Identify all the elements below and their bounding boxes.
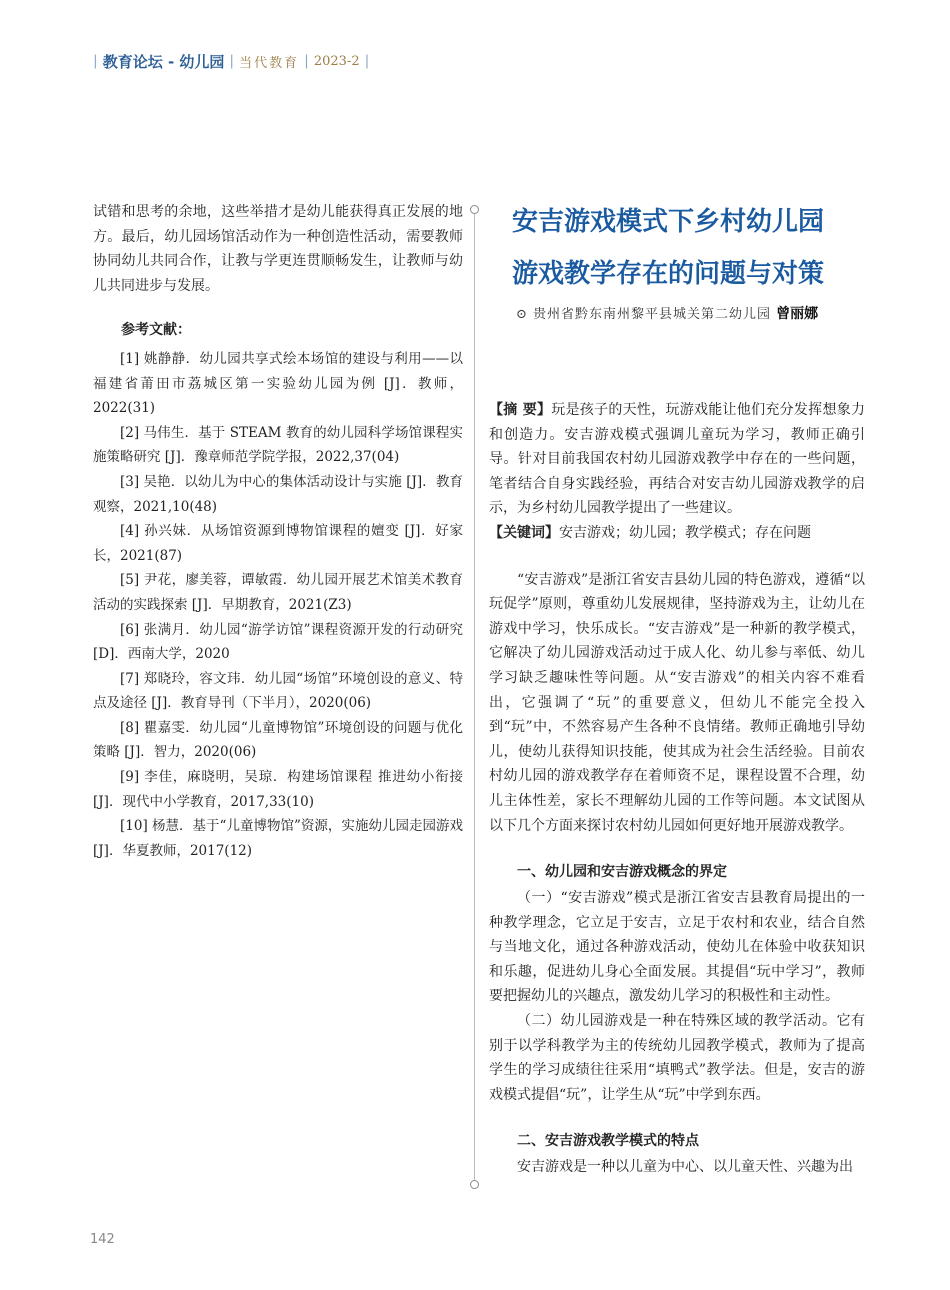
title-line-2: 游戏教学存在的问题与对策 (512, 259, 825, 289)
reference-item: [8] 瞿嘉雯．幼儿园“儿童博物馆”环境创设的问题与优化策略 [J]．智力，2020(06) (93, 719, 463, 761)
running-header (88, 50, 374, 72)
header-issue: 2023-2 (313, 53, 360, 69)
abstract (489, 398, 865, 521)
reference-item: [9] 李佳，麻晓明，吴琼．构建场馆课程 推进幼小衔接 [J]．现代中小学教育，2017,33(10) (93, 769, 463, 810)
reference-item: [3] 吴艳．以幼儿为中心的集体活动设计与实施 [J]．教育观察，2021,10(48) (93, 473, 463, 515)
author-line (516, 303, 818, 323)
section-1-paragraph-1: （一）“安吉游戏”模式是浙江省安吉县教育局提出的一种教学理念，它立足于安吉，立足于农村和农业，结合自然与当地文化，通过各种游戏活动，使幼儿在体验中收获知识和乐趣，促进幼儿身心全面发展。其提倡“玩中学习”，教师要把握幼儿的兴趣点，激发幼儿学习的积极性和主动性。 (489, 890, 865, 1005)
author-affiliation: ⊙ 贵州省黔东南州黎平县城关第二幼儿园 (516, 307, 772, 322)
keywords (489, 521, 865, 546)
left-paragraph: 试错和思考的余地，这些举措才是幼儿能获得真正发展的地方。最后，幼儿园场馆活动作为一种创造性活动，需要教师协同幼儿共同合作，让教与学更连贯顺畅发生，让教师与幼儿共同进步与发展。 (93, 204, 463, 294)
header-separator: | (229, 53, 235, 69)
keywords-label: 【关键词】 (489, 524, 559, 541)
reference-item: [5] 尹花，廖美蓉，谭敏霞．幼儿园开展艺术馆美术教育活动的实践探索 [J]．早期教育，2021(Z3) (93, 572, 463, 613)
intro-paragraph: “安吉游戏”是浙江省安吉县幼儿园的特色游戏，遵循“以玩促学”原则，尊重幼儿发展规律，坚持游戏为主，让幼儿在游戏中学习，快乐成长。“安吉游戏”是一种新的教学模式，它解决了幼儿园游戏活动过于成人化、幼儿参与率低、幼儿学习缺乏趣味性等问题。从“安吉游戏”的相关内容不难看出，它强调了“玩”的重要意义，但幼儿不能完全投入到“玩”中，不然容易产生各种不良情绪。教师正确地引导幼儿，使幼儿获得知识技能，使其成为社会生活经验。目前农村幼儿园的游戏教学存在着师资不足，课程设置不合理，幼儿主体性差，家长不理解幼儿园的工作等问题。本文试图从以下几个方面来探讨农村幼儿园如何更好地开展游戏教学。 (489, 571, 865, 834)
section-2-heading: 二、安吉游戏教学模式的特点 (517, 1133, 699, 1150)
left-column (93, 200, 463, 863)
reference-item: [4] 孙兴妹．从场馆资源到博物馆课程的嬗变 [J]．好家长，2021(87) (93, 523, 463, 564)
reference-item: [6] 张满月．幼儿园“游学访馆”课程资源开发的行动研究 [D]．西南大学，2020 (93, 621, 463, 663)
reference-item: [2] 马伟生．基于 STEAM 教育的幼儿园科学场馆课程实施策略研究 [J]．豫章师范学院学报，2022,37(04) (93, 424, 463, 466)
keywords-text: 安吉游戏；幼儿园；教学模式；存在问题 (559, 524, 811, 541)
divider-dot-bottom (470, 1180, 479, 1189)
references-title: 参考文献： (121, 322, 191, 339)
header-magazine: 当代教育 (239, 55, 300, 71)
header-separator: | (93, 53, 98, 69)
reference-item: [10] 杨慧．基于“儿童博物馆”资源，实施幼儿园走园游戏 [J]．华夏教师，2017(12) (93, 818, 463, 859)
title-line-1: 安吉游戏模式下乡村幼儿园 (512, 207, 825, 237)
section-1-paragraph-2: （二）幼儿园游戏是一种在特殊区域的教学活动。它有别于以学科教学为主的传统幼儿园教学模式，教师为了提高学生的学习成绩往往采用“填鸭式”教学法。但是，安吉的游戏模式提倡“玩”，让学生从“玩”中学到东西。 (489, 1013, 865, 1103)
column-divider-lower (474, 212, 475, 1184)
article-title (512, 196, 872, 300)
reference-item: [7] 郑晓玲，容文玮．幼儿园“场馆”环境创设的意义、特点及途径 [J]．教育导刊（下半月），2020(06) (93, 670, 463, 712)
abstract-label: 【摘 要】 (489, 402, 552, 418)
section-2-paragraph-1: 安吉游戏是一种以儿童为中心、以儿童天性、兴趣为出 (517, 1159, 853, 1176)
divider-dot-top (470, 205, 479, 214)
section-1-heading: 一、幼儿园和安吉游戏概念的界定 (517, 864, 727, 881)
right-column (489, 398, 865, 1180)
author-name: 曾丽娜 (776, 306, 819, 322)
header-separator: | (364, 53, 370, 69)
reference-item: [1] 姚静静．幼儿园共享式绘本场馆的建设与利用——以福建省莆田市荔城区第一实验幼儿园为例 [J]．教师，2022(31) (93, 350, 463, 417)
page-number: 142 (90, 1232, 115, 1247)
header-separator: | (304, 53, 309, 69)
abstract-text: 玩是孩子的天性，玩游戏能让他们充分发挥想象力和创造力。安吉游戏模式强调儿童玩为学习，教师正确引导。针对目前我国农村幼儿园游戏教学中存在的一些问题，笔者结合自身实践经验，再结合对安吉幼儿园游戏教学的启示，为乡村幼儿园教学提出了一些建议。 (489, 402, 866, 517)
header-section: 教育论坛 - 幼儿园 (102, 52, 225, 71)
